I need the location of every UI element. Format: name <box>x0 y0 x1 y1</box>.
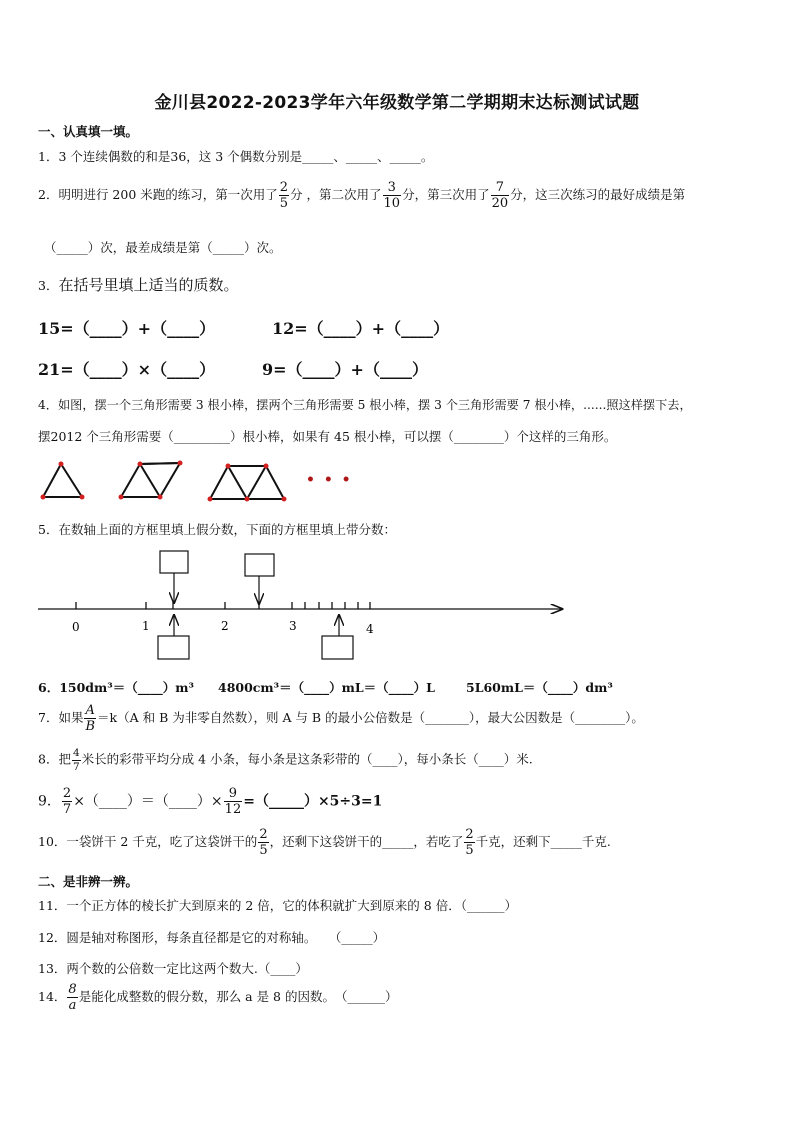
q2-fraction-1 <box>279 181 289 210</box>
q9-fraction-2 <box>224 787 243 816</box>
question-7 <box>38 704 644 733</box>
fraction-numerator: 2 <box>279 180 289 195</box>
q7-text-b: ＝k（A 和 B 为非零自然数），则 A 与 B 的最小公倍数是（_______），最大公因数是（________）。 <box>97 710 644 725</box>
q9-text-c: =（_____）×5÷3=1 <box>243 793 383 810</box>
fraction-denominator: 5 <box>465 843 474 858</box>
q10-text-a: 10．一袋饼干 2 千克，吃了这袋饼干的 <box>38 834 258 849</box>
tick-label-2: 2 <box>221 619 229 633</box>
question-3-row-2b: 9=（____）+（____） <box>262 360 428 379</box>
fraction-denominator: 12 <box>224 802 242 817</box>
q2-text-b: 分 ，第二次用了 <box>290 187 382 202</box>
improper-fraction-box-2[interactable] <box>245 554 274 576</box>
stick <box>228 466 247 499</box>
fraction-numerator: 2 <box>465 827 474 842</box>
question-1: 1．3 个连续偶数的和是36，这 3 个偶数分别是_____、_____、_____。 <box>38 149 434 164</box>
question-6c: 5L60mL＝（____）dm³ <box>466 680 613 695</box>
number-line-ticks <box>76 602 370 609</box>
page-title: 金川县2022-2023学年六年级数学第二学期期末达标测试试题 <box>154 93 640 113</box>
q10-text-c: 千克，还剩下_____千克. <box>475 834 611 849</box>
fraction-numerator: 9 <box>224 787 243 802</box>
mixed-number-box-2[interactable] <box>322 636 353 659</box>
q9-text-b: ×（____）＝（____）× <box>73 793 223 810</box>
section-2-heading: 二、是非辨一辨。 <box>38 874 139 889</box>
question-13: 13．两个数的公倍数一定比这两个数大.（____） <box>38 961 308 976</box>
fraction-denominator: 20 <box>491 196 509 211</box>
question-5: 5．在数轴上面的方框里填上假分数，下面的方框里填上带分数： <box>38 522 396 537</box>
q2-text-d: 分，这三次练习的最好成绩是第 <box>510 187 686 202</box>
tick-label-0: 0 <box>72 620 80 634</box>
q10-fraction-1 <box>258 828 268 857</box>
section-1-heading: 一、认真填一填。 <box>38 124 139 139</box>
fraction-numerator: 2 <box>259 827 268 842</box>
q14-text-a: 14． <box>38 989 67 1004</box>
question-4-line-1: 4．如图，摆一个三角形需要 3 根小棒，摆两个三角形需要 5 根小棒，摆 3 个三角形需要 7 根小棒，......照这样摆下去， <box>38 398 692 412</box>
fraction-denominator: 5 <box>259 843 268 858</box>
question-3-row-2a: 21=（____）×（____） <box>38 360 216 379</box>
q7-fraction <box>84 704 96 733</box>
triangles-3 <box>210 466 284 499</box>
q8-text-a: 8．把 <box>38 751 71 767</box>
improper-fraction-box-1[interactable] <box>160 551 188 573</box>
q2-text-a: 2．明明进行 200 米跑的练习，第一次用了 <box>38 187 278 202</box>
q10-text-b: ，还剩下这袋饼干的_____，若吃了 <box>269 834 464 849</box>
q8-text-b: 米长的彩带平均分成 4 小条，每小条是这条彩带的（____），每小条长（____）米. <box>81 751 533 767</box>
fraction-denominator: 7 <box>62 802 72 817</box>
q3-number: 3． <box>38 278 59 293</box>
triangle-sticks-figure <box>30 455 350 510</box>
question-2-line-2: （_____）次，最差成绩是第（_____）次。 <box>44 240 282 255</box>
question-6a: 6．150dm³＝（____）m³ <box>38 680 194 695</box>
fraction-numerator: A <box>85 703 95 718</box>
stick <box>140 464 160 497</box>
fraction-denominator: 10 <box>383 196 401 211</box>
question-3-row-1b: 12=（____）+（____） <box>272 319 450 338</box>
q8-fraction <box>72 748 81 772</box>
fraction-denominator: a <box>68 998 77 1013</box>
q10-fraction-2 <box>464 828 474 857</box>
question-4-line-2: 摆2012 个三角形需要（_________）根小棒，如果有 45 根小棒，可以摆（________）个这样的三角形。 <box>38 429 617 444</box>
question-6b: 4800cm³＝（____）mL＝（____）L <box>218 680 435 695</box>
stick <box>140 463 180 464</box>
mixed-number-box-1[interactable] <box>158 636 189 659</box>
question-2 <box>38 181 685 210</box>
q2-text-c: 分，第三次用了 <box>402 187 490 202</box>
q9-text-a: 9． <box>38 793 61 810</box>
tick-label-3: 3 <box>289 619 297 633</box>
question-12: 12．圆是轴对称图形，每条直径都是它的对称轴。 （_____） <box>38 930 386 945</box>
question-11: 11．一个正方体的棱长扩大到原来的 2 倍，它的体积就扩大到原来的 8 倍．（______） <box>38 898 517 913</box>
fraction-denominator: 5 <box>279 196 289 211</box>
q14-fraction <box>67 983 77 1012</box>
question-10 <box>38 828 611 857</box>
number-line <box>30 545 575 665</box>
question-14 <box>38 983 398 1012</box>
tick-label-1: 1 <box>142 619 150 633</box>
fraction-denominator: 7 <box>72 760 80 773</box>
stick <box>247 466 266 499</box>
fraction-numerator: 3 <box>383 181 402 196</box>
question-8 <box>38 748 533 772</box>
fraction-numerator: 7 <box>491 181 510 196</box>
q2-fraction-3 <box>491 181 510 210</box>
fraction-numerator: 2 <box>62 786 72 801</box>
question-3-row-1a: 15=（____）+（____） <box>38 319 216 338</box>
fraction-denominator: B <box>85 719 96 734</box>
question-9 <box>38 787 382 816</box>
fraction-numerator: 4 <box>72 747 80 759</box>
q2-fraction-2 <box>383 181 402 210</box>
q14-text-b: 是能化成整数的假分数，那么 a 是 8 的因数。 （______） <box>78 989 398 1004</box>
q3-heading-text: 在括号里填上适当的质数。 <box>58 276 239 294</box>
q7-text-a: 7．如果 <box>38 710 84 725</box>
tick-label-4: 4 <box>366 622 374 636</box>
triangle-1 <box>43 464 82 497</box>
continuation-dots: • • • <box>306 472 353 488</box>
fraction-numerator: 8 <box>68 982 77 997</box>
question-3-heading <box>38 274 238 295</box>
q9-fraction-1 <box>62 787 72 816</box>
